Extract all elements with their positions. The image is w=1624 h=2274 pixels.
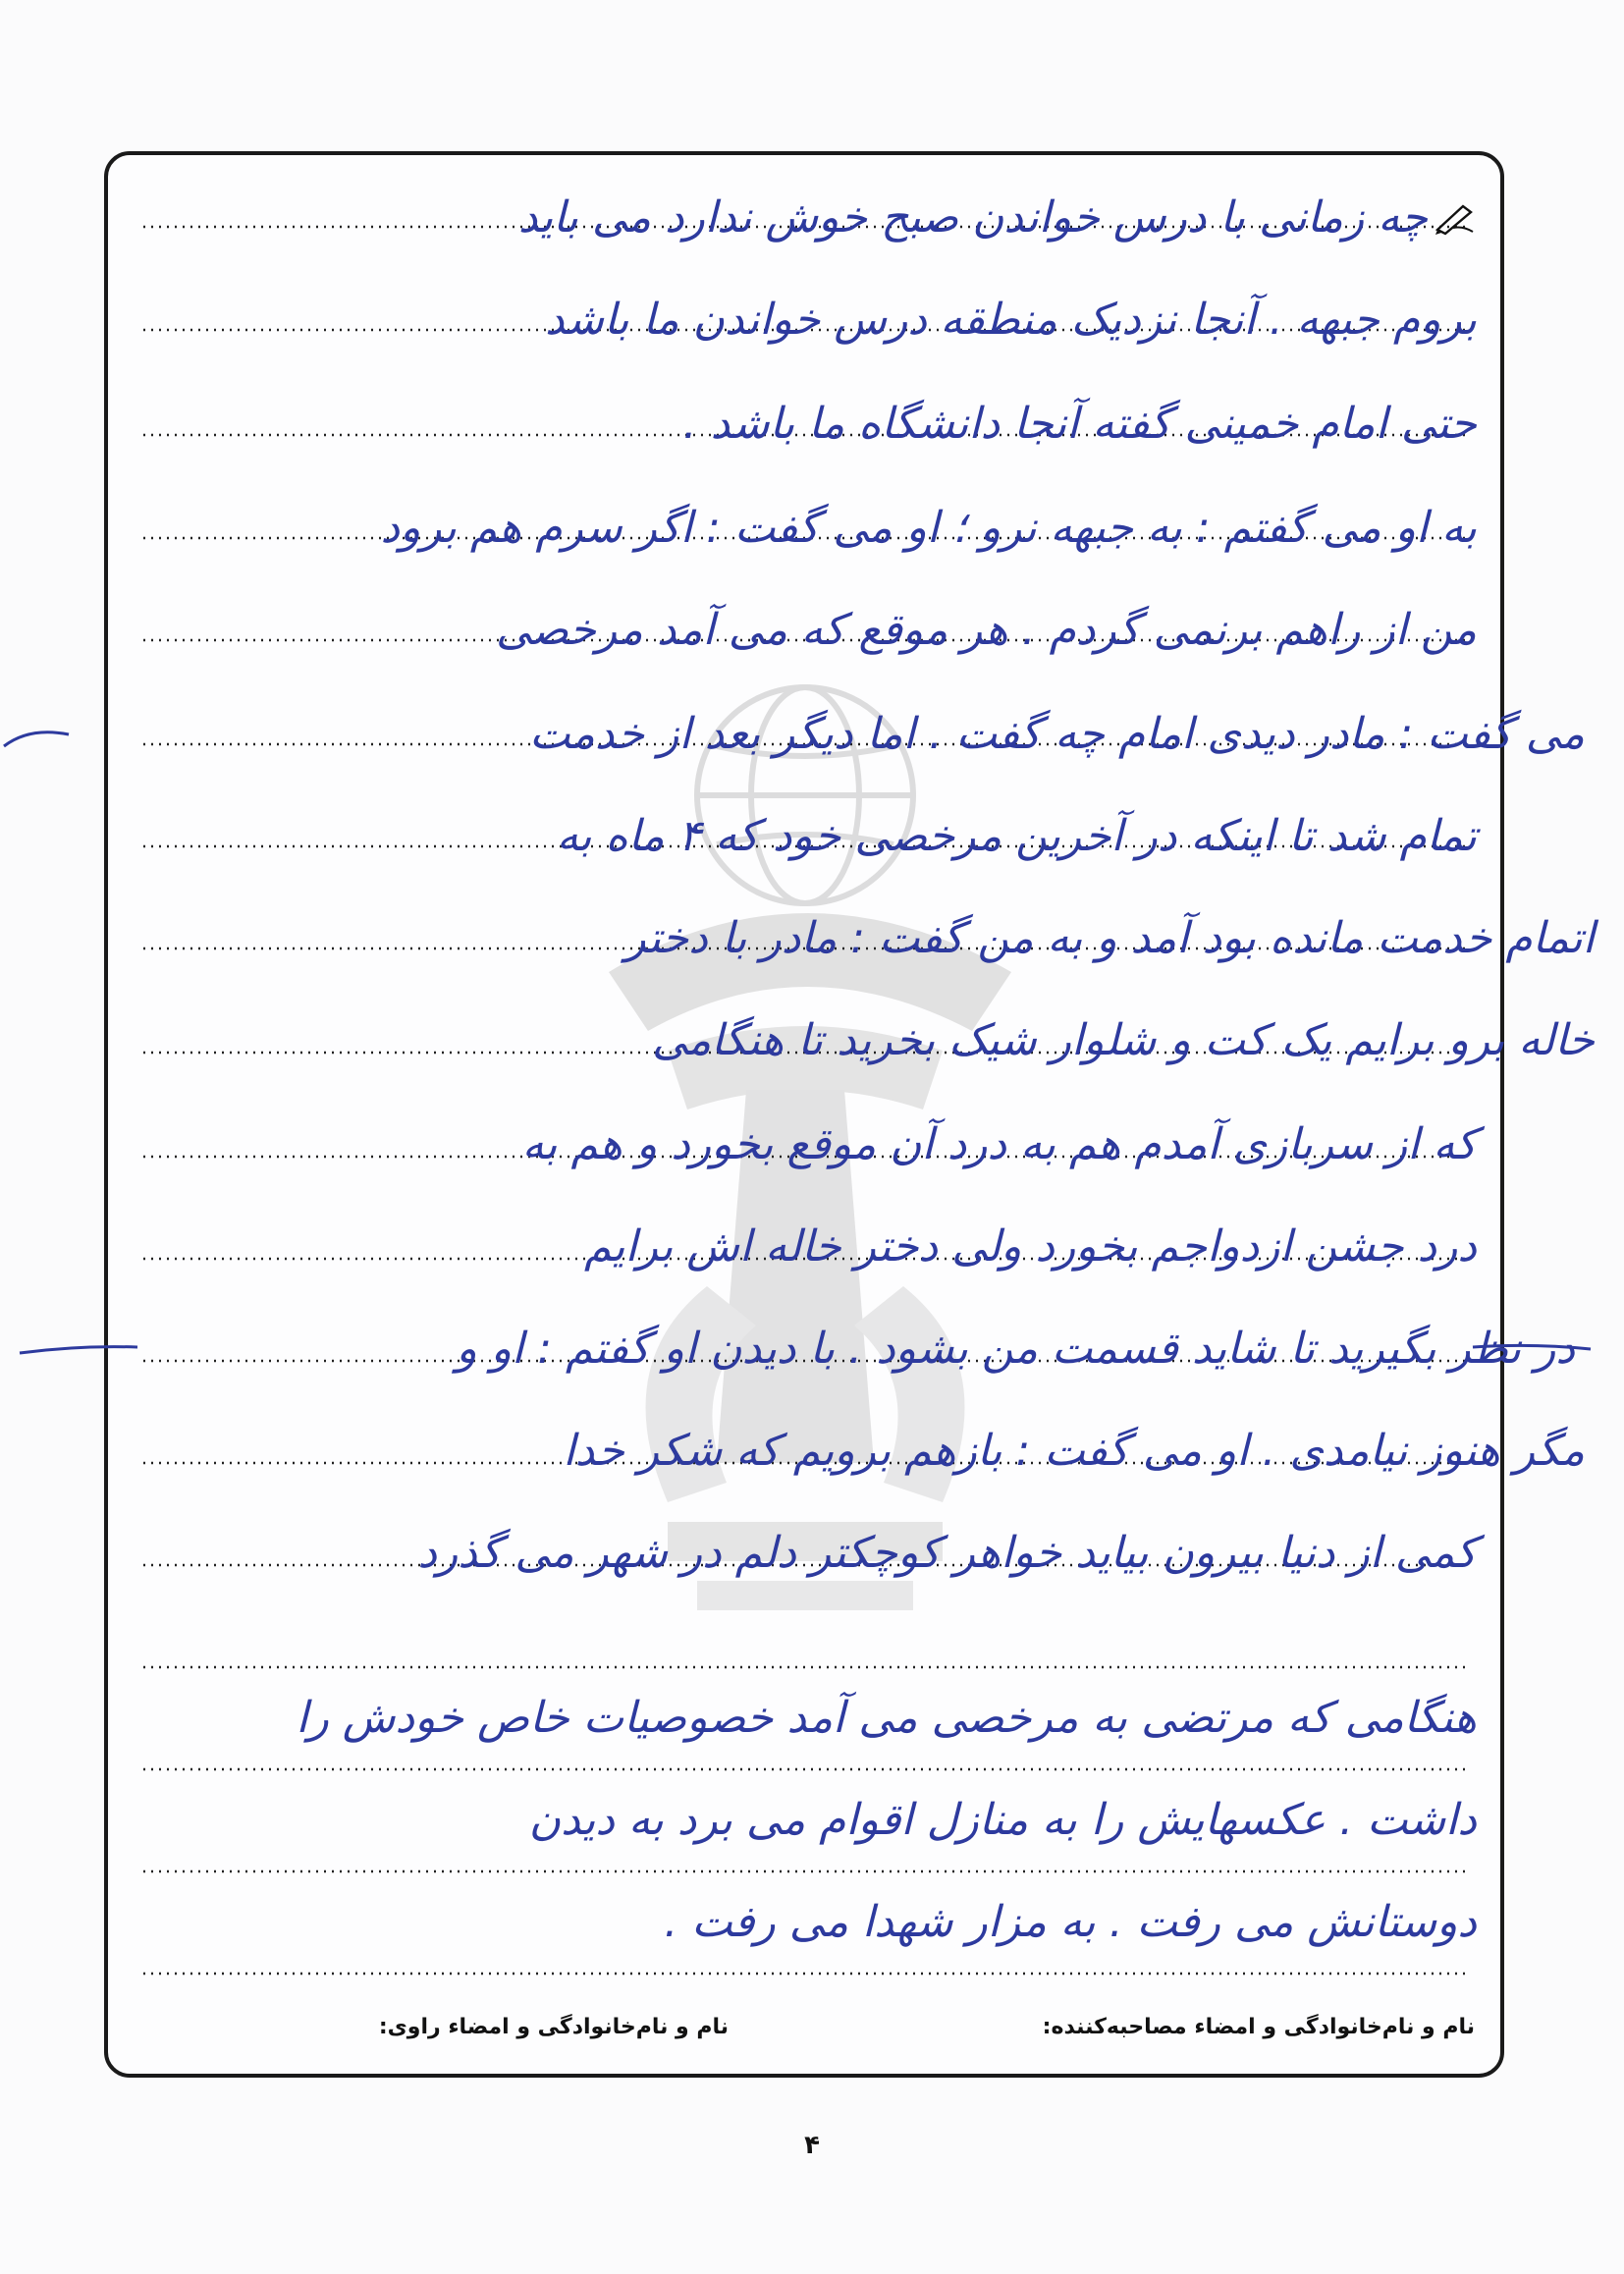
handwritten-line: می گفت : مادر دیدی امام چه گفت . اما دیگر بعد از خدمت [529,709,1585,759]
handwritten-line: مگر هنوز نیامدی . او می گفت : بازهم برویم که شکر خدا [563,1426,1585,1476]
handwritten-line: داشت . عکسهایش را به منازل اقوام می برد به دیدن [528,1795,1477,1845]
handwritten-line: در نظر بگیرید تا شاید قسمت من بشود . با دیدن او گفتم : او و [456,1324,1575,1374]
handwritten-line: حتی امام خمینی گفته آنجا دانشگاه ما باشد . [682,399,1477,449]
handwritten-line: من از راهم برنمی گردم . هر موقع که می آمد مرخصی [495,605,1477,655]
handwritten-line: که از سربازی آمدم هم به درد آن موقع بخورد و هم به [521,1119,1477,1169]
signature-row [128,2015,1475,2054]
page-number: ۴ [804,2131,820,2160]
narrator-signature-label: نام و نام‌خانوادگی و امضاء راوی: [378,2015,729,2039]
interviewer-signature-label: نام و نام‌خانوادگی و امضاء مصاحبه‌کننده: [1042,2015,1475,2039]
handwritten-line: هنگامی که مرتضی به مرخصی می آمد خصوصیات خاص خودش را [296,1693,1477,1743]
handwritten-line: خاله برو برایم یک کت و شلوار شیک بخرید تا هنگامی [651,1015,1595,1065]
handwritten-line: کمی از دنیا بیرون بیاید خواهر کوچکتر دلم در شهر می گذرد [417,1528,1477,1578]
handwritten-line: اتمام خدمت مانده بود آمد و به من گفت : مادر با دختر [624,913,1595,963]
handwritten-line: بروم جبهه . آنجا نزدیک منطقه درس خواندن ما باشد [545,295,1477,345]
handwritten-line: به او می گفتم : به جبهه نرو ؛ او می گفت : اگر سرم هم برود [380,503,1477,553]
handwritten-line: دوستانش می رفت . به مزار شهدا می رفت . [664,1897,1477,1947]
handwritten-line: درد جشن ازدواجم بخورد ولی دختر خاله اش برایم [583,1221,1477,1272]
handwritten-line: تمام شد تا اینکه در آخرین مرخصی خود که ۴ ماه به [556,811,1477,861]
handwritten-line: چه زمانی با درس خواندن صبح خوش ندارد می باید [517,192,1428,243]
